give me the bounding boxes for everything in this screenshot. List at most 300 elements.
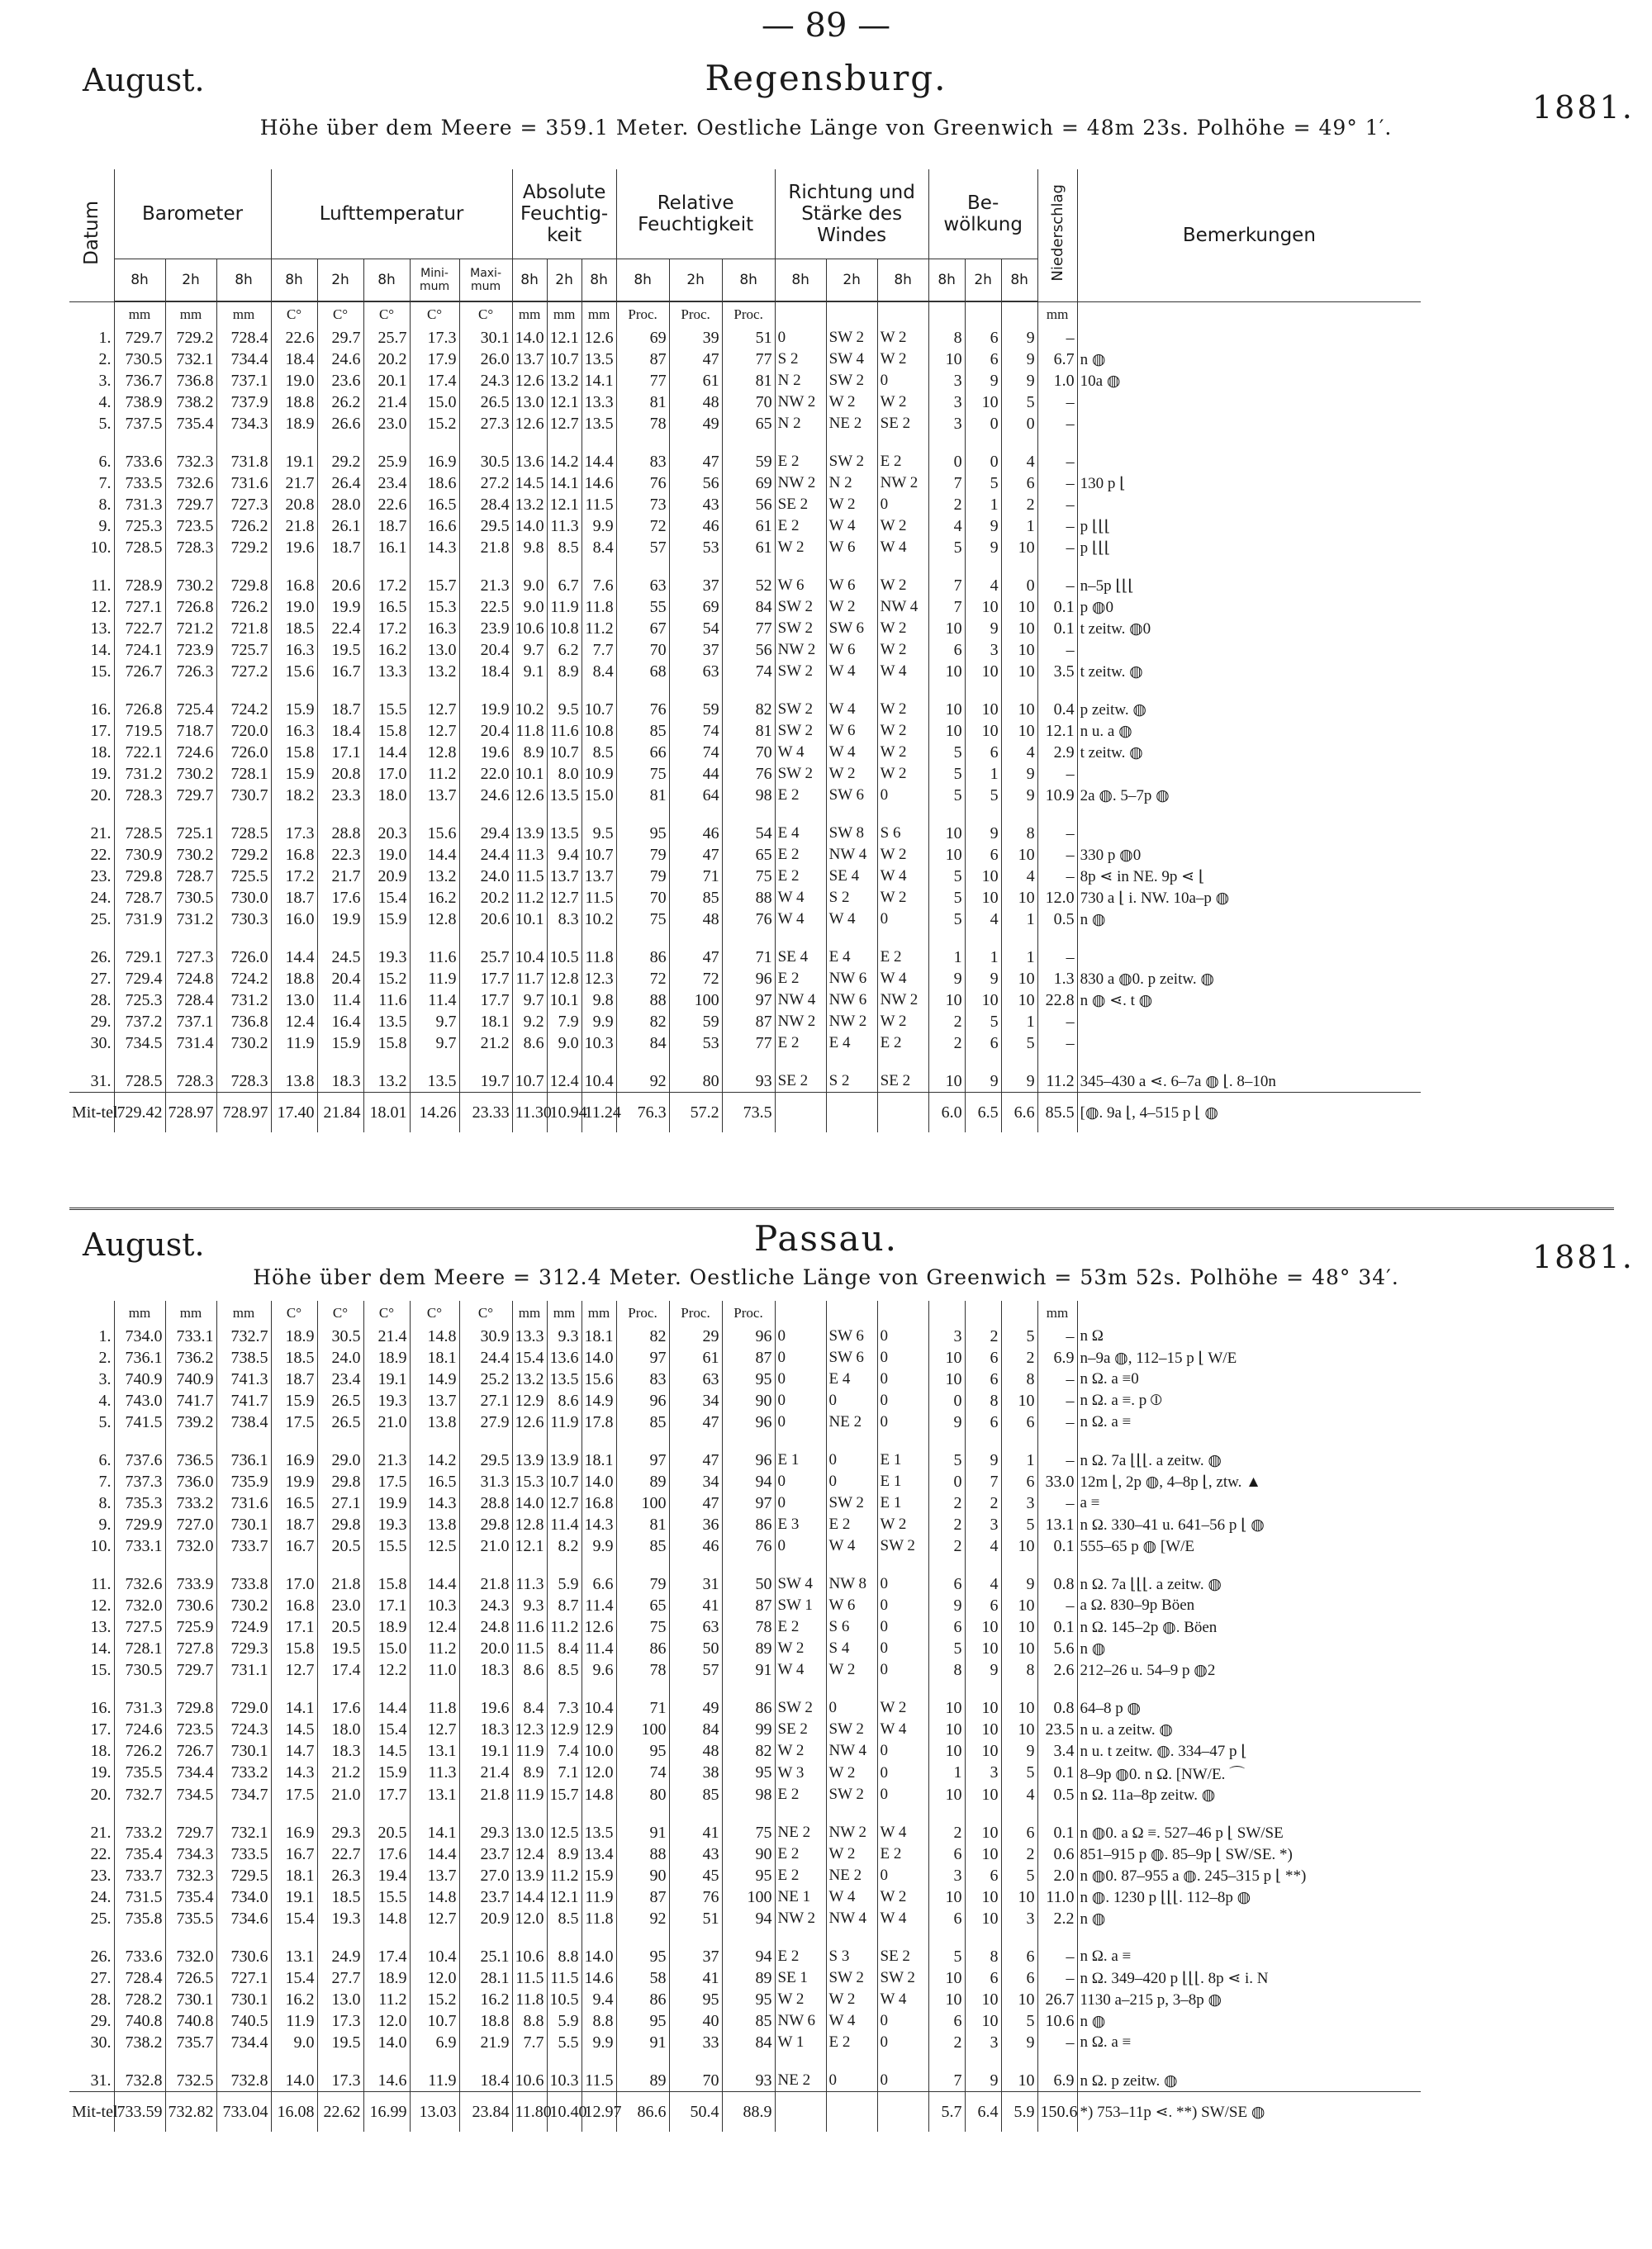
- cell-date: 4.: [98, 1391, 112, 1410]
- cell-t8: 17.1: [271, 1616, 317, 1638]
- mean-a8: 11.80: [512, 2092, 547, 2133]
- cell-a2: 7.1: [547, 1762, 582, 1784]
- cell-b8: 724.2: [216, 968, 271, 989]
- cell-t8: 20.5: [363, 1822, 410, 1843]
- cell-a8: 9.9: [582, 515, 616, 537]
- cell-b8: 736.8: [216, 1011, 271, 1032]
- cell-c2: 9: [965, 968, 1001, 989]
- cell-b8: 725.7: [216, 639, 271, 661]
- cell-c8: 6: [928, 639, 965, 661]
- cell-c2: 9: [965, 515, 1001, 537]
- cell-b8: 733.5: [114, 472, 165, 494]
- cell-b8: 735.3: [114, 1492, 165, 1514]
- cell-w8: W 4: [775, 1659, 826, 1681]
- cell-t2: 17.4: [317, 1659, 363, 1681]
- cell-date: 29.: [90, 1012, 112, 1031]
- cell-t8: 21.4: [363, 391, 410, 413]
- cell-tmin: 13.7: [410, 1865, 459, 1886]
- cell-r8: 98: [722, 1784, 775, 1805]
- cell-r8: 52: [722, 575, 775, 596]
- cell-r8: 61: [722, 515, 775, 537]
- cell-a8: 10.4: [582, 1070, 616, 1093]
- cell-rem: [1077, 494, 1421, 515]
- cell-a8: 13.6: [512, 451, 547, 472]
- cell-c2: 6: [965, 1865, 1001, 1886]
- cell-rem: n Ω. a ≡0: [1077, 1369, 1421, 1390]
- cell-c2: 6: [965, 844, 1001, 866]
- cell-tmax: 21.8: [459, 537, 512, 558]
- station-2-month: August.: [83, 1227, 205, 1263]
- cell-w8: S 2: [775, 349, 826, 370]
- cell-prec: 1.3: [1037, 968, 1077, 989]
- cell-prec: 2.6: [1037, 1659, 1077, 1681]
- cell-b8: 734.3: [216, 413, 271, 434]
- cell-b8: 728.1: [114, 1638, 165, 1659]
- cell-t2: 29.2: [317, 451, 363, 472]
- cell-r8: 73: [616, 494, 669, 515]
- cell-a2: 8.7: [547, 1595, 582, 1616]
- cell-date: 16.: [90, 700, 112, 719]
- cell-w8: SW 2: [877, 1535, 928, 1557]
- cell-w8: SE 2: [775, 494, 826, 515]
- cell-w8: W 2: [877, 720, 928, 742]
- cell-c2: 10: [965, 1822, 1001, 1843]
- table-row: [69, 844, 1421, 866]
- cell-rem: p ⌊⌊⌊: [1077, 537, 1421, 558]
- cell-a8: 13.9: [512, 1450, 547, 1471]
- cell-b8: 732.1: [216, 1822, 271, 1843]
- cell-t2: 18.4: [317, 720, 363, 742]
- cell-w8: 0: [877, 494, 928, 515]
- cell-tmin: 13.2: [410, 866, 459, 887]
- cell-rem: [1077, 639, 1421, 661]
- cell-t8: 19.4: [363, 1865, 410, 1886]
- cell-b2: 730.5: [165, 887, 216, 909]
- unit-cell: [826, 1301, 877, 1326]
- cell-prec: –: [1037, 763, 1077, 785]
- cell-t8: 19.1: [363, 1369, 410, 1390]
- cell-r2: 70: [669, 2070, 722, 2092]
- cell-a8: 10.6: [512, 1946, 547, 1967]
- cell-a8: 9.6: [582, 1659, 616, 1681]
- cell-a2: 9.3: [547, 1326, 582, 1347]
- cell-r2: 47: [669, 947, 722, 968]
- cell-c8: 0: [928, 1471, 965, 1492]
- cell-b8: 724.6: [114, 1719, 165, 1740]
- cell-c8: 10: [1001, 844, 1037, 866]
- table-row: [69, 1908, 1421, 1929]
- cell-date: 1.: [98, 1326, 112, 1345]
- cell-a8: 10.0: [582, 1740, 616, 1762]
- cell-tmax: 24.3: [459, 1595, 512, 1616]
- cell-w8: W 1: [775, 2032, 826, 2053]
- cell-w8: W 4: [877, 661, 928, 682]
- cell-prec: 33.0: [1037, 1471, 1077, 1492]
- cell-a2: 5.9: [547, 1573, 582, 1595]
- cell-w8: SW 1: [775, 1595, 826, 1616]
- cell-a8: 8.9: [512, 742, 547, 763]
- mean-t2: 22.62: [317, 2092, 363, 2133]
- table-row: [69, 1659, 1421, 1681]
- cell-b8: 732.7: [114, 1784, 165, 1805]
- cell-r2: 49: [669, 1697, 722, 1719]
- cell-a2: 10.5: [547, 1989, 582, 2010]
- header-sub-h2: 2h: [547, 259, 582, 302]
- cell-b8: 737.3: [114, 1471, 165, 1492]
- mean-a2: 10.94: [547, 1093, 582, 1133]
- row-gap: [69, 1433, 1421, 1450]
- cell-rem: n ◍: [1077, 1908, 1421, 1929]
- cell-r8: 89: [722, 1638, 775, 1659]
- table-row: [69, 1347, 1421, 1369]
- cell-w8: SE 1: [775, 1967, 826, 1989]
- cell-b8: 729.8: [216, 575, 271, 596]
- cell-b8: 731.9: [114, 909, 165, 930]
- cell-r8: 89: [722, 1967, 775, 1989]
- cell-r8: 74: [616, 1762, 669, 1784]
- cell-c2: 2: [965, 1326, 1001, 1347]
- cell-r2: 40: [669, 2010, 722, 2032]
- cell-r8: 83: [616, 1369, 669, 1390]
- cell-b8: 730.6: [216, 1946, 271, 1967]
- cell-prec: 0.1: [1037, 618, 1077, 639]
- row-gap: [69, 434, 1421, 451]
- table-row: [69, 1740, 1421, 1762]
- cell-tmin: 17.9: [410, 349, 459, 370]
- cell-a8: 14.1: [582, 370, 616, 391]
- unit-cell: mm: [512, 1301, 547, 1326]
- cell-a8: 12.6: [512, 370, 547, 391]
- unit-cell: [1077, 301, 1421, 327]
- cell-tmin: 13.8: [410, 1514, 459, 1535]
- cell-prec: 26.7: [1037, 1989, 1077, 2010]
- cell-tmax: 17.7: [459, 968, 512, 989]
- cell-b8: 738.4: [216, 1412, 271, 1433]
- table-row: [69, 618, 1421, 639]
- cell-prec: –: [1037, 866, 1077, 887]
- cell-b8: 729.1: [114, 947, 165, 968]
- cell-b8: 724.3: [216, 1719, 271, 1740]
- cell-t8: 18.7: [271, 887, 317, 909]
- cell-c8: 9: [1001, 1740, 1037, 1762]
- cell-c2: 0: [965, 413, 1001, 434]
- cell-r8: 72: [616, 515, 669, 537]
- cell-a2: 12.5: [547, 1822, 582, 1843]
- cell-w8: 0: [775, 1535, 826, 1557]
- cell-c2: 6: [965, 1032, 1001, 1054]
- cell-prec: 3.5: [1037, 661, 1077, 682]
- mean-r8: 88.9: [722, 2092, 775, 2133]
- cell-r8: 75: [616, 763, 669, 785]
- unit-cell: [826, 301, 877, 327]
- table-row: [69, 1638, 1421, 1659]
- cell-a2: 8.9: [547, 1843, 582, 1865]
- cell-c8: 5: [928, 1946, 965, 1967]
- cell-b8: 737.5: [114, 413, 165, 434]
- cell-b8: 730.0: [216, 887, 271, 909]
- cell-r8: 79: [616, 844, 669, 866]
- cell-w8: W 4: [775, 742, 826, 763]
- cell-r2: 54: [669, 618, 722, 639]
- cell-t8: 14.5: [271, 1719, 317, 1740]
- cell-c2: 5: [965, 1011, 1001, 1032]
- cell-c8: 10: [928, 1369, 965, 1390]
- cell-c8: 10: [1001, 1535, 1037, 1557]
- cell-a8: 10.8: [582, 720, 616, 742]
- header-niederschlag-label: Niederschlag: [1048, 183, 1066, 282]
- cell-b8: 724.9: [216, 1616, 271, 1638]
- cell-t2: 26.6: [317, 413, 363, 434]
- cell-w8: 0: [877, 1369, 928, 1390]
- cell-t8: 17.5: [271, 1412, 317, 1433]
- cell-b2: 725.4: [165, 699, 216, 720]
- cell-r2: 43: [669, 1843, 722, 1865]
- cell-r8: 81: [616, 391, 669, 413]
- cell-a8: 11.5: [582, 887, 616, 909]
- cell-r8: 87: [722, 1595, 775, 1616]
- cell-prec: –: [1037, 537, 1077, 558]
- table-row: [69, 1369, 1421, 1390]
- cell-a8: 14.0: [512, 515, 547, 537]
- cell-c8: 9: [1001, 763, 1037, 785]
- cell-date: 9.: [98, 1515, 112, 1534]
- cell-r8: 78: [616, 1659, 669, 1681]
- cell-t8: 17.1: [363, 1595, 410, 1616]
- cell-t8: 16.2: [271, 1989, 317, 2010]
- cell-tmin: 14.2: [410, 1450, 459, 1471]
- cell-rem: [1077, 413, 1421, 434]
- cell-t8: 15.5: [363, 1535, 410, 1557]
- cell-a8: 8.4: [582, 661, 616, 682]
- cell-a8: 11.9: [512, 1784, 547, 1805]
- cell-b2: 729.8: [165, 1697, 216, 1719]
- row-gap: [69, 1805, 1421, 1822]
- cell-t8: 25.7: [363, 327, 410, 349]
- cell-r2: 45: [669, 1865, 722, 1886]
- cell-t8: 16.7: [271, 1535, 317, 1557]
- cell-w8: NE 2: [775, 1822, 826, 1843]
- cell-tmin: 11.4: [410, 989, 459, 1011]
- cell-c8: 5: [928, 763, 965, 785]
- cell-b2: 733.9: [165, 1573, 216, 1595]
- cell-b2: 727.8: [165, 1638, 216, 1659]
- cell-tmax: 24.6: [459, 785, 512, 806]
- cell-w8: SE 2: [877, 1070, 928, 1093]
- cell-w2: E 4: [826, 1032, 877, 1054]
- cell-tmin: 16.6: [410, 515, 459, 537]
- cell-r8: 56: [722, 639, 775, 661]
- cell-a8: 13.4: [582, 1843, 616, 1865]
- cell-c8: 5: [1001, 1326, 1037, 1347]
- station-1-title: Regensburg.: [705, 58, 947, 98]
- cell-t2: 19.9: [317, 909, 363, 930]
- cell-c8: 7: [928, 472, 965, 494]
- cell-w8: 0: [775, 1347, 826, 1369]
- cell-w8: E 4: [775, 823, 826, 844]
- cell-date: 15.: [90, 662, 112, 681]
- cell-b8: 737.1: [216, 370, 271, 391]
- cell-a8: 13.5: [582, 413, 616, 434]
- cell-w8: W 2: [877, 763, 928, 785]
- cell-b2: 732.3: [165, 1865, 216, 1886]
- cell-prec: –: [1037, 1326, 1077, 1347]
- cell-w2: E 2: [826, 2032, 877, 2053]
- cell-prec: –: [1037, 1412, 1077, 1433]
- cell-b8: 730.2: [216, 1595, 271, 1616]
- cell-t8: 17.5: [271, 1784, 317, 1805]
- cell-t8: 16.7: [271, 1843, 317, 1865]
- cell-w2: W 4: [826, 2010, 877, 2032]
- cell-c8: 6: [1001, 1412, 1037, 1433]
- cell-tmin: 12.4: [410, 1616, 459, 1638]
- table-row: [69, 1573, 1421, 1595]
- cell-tmax: 31.3: [459, 1471, 512, 1492]
- cell-tmax: 24.4: [459, 1347, 512, 1369]
- cell-w8: W 2: [877, 1697, 928, 1719]
- cell-r8: 76: [616, 699, 669, 720]
- cell-t2: 29.8: [317, 1514, 363, 1535]
- table-row: [69, 699, 1421, 720]
- cell-r2: 100: [669, 989, 722, 1011]
- table-row: [69, 2070, 1421, 2092]
- cell-a8: 12.3: [582, 968, 616, 989]
- cell-date: 31.: [90, 1071, 112, 1090]
- cell-c2: 10: [965, 661, 1001, 682]
- cell-b8: 733.8: [216, 1573, 271, 1595]
- cell-w8: NW 2: [877, 472, 928, 494]
- cell-prec: –: [1037, 494, 1077, 515]
- cell-b2: 733.2: [165, 1492, 216, 1514]
- cell-tmax: 22.0: [459, 763, 512, 785]
- cell-c8: 0: [928, 451, 965, 472]
- cell-a2: 8.6: [547, 1390, 582, 1412]
- cell-t8: 15.9: [271, 1390, 317, 1412]
- cell-t8: 17.0: [363, 763, 410, 785]
- cell-r2: 64: [669, 785, 722, 806]
- cell-tmin: 14.4: [410, 1843, 459, 1865]
- cell-b8: 725.3: [114, 989, 165, 1011]
- cell-rem: 330 p ◍0: [1077, 844, 1421, 866]
- cell-w8: W 4: [877, 537, 928, 558]
- row-gap: [69, 930, 1421, 947]
- cell-r8: 79: [616, 866, 669, 887]
- cell-t2: 26.5: [317, 1412, 363, 1433]
- cell-w8: W 3: [775, 1762, 826, 1784]
- cell-c2: 5: [965, 472, 1001, 494]
- cell-t2: 23.6: [317, 370, 363, 391]
- cell-t8: 16.9: [271, 1450, 317, 1471]
- cell-b2: 732.5: [165, 2070, 216, 2092]
- cell-t2: 19.5: [317, 2032, 363, 2053]
- cell-t2: 20.5: [317, 1616, 363, 1638]
- cell-b8: 721.8: [216, 618, 271, 639]
- mean-t8: 18.01: [363, 1093, 410, 1133]
- mean-b8: 728.97: [216, 1093, 271, 1133]
- cell-tmax: 24.4: [459, 844, 512, 866]
- cell-b8: 726.0: [216, 742, 271, 763]
- cell-rem: n u. a zeitw. ◍: [1077, 1719, 1421, 1740]
- cell-prec: 2.2: [1037, 1908, 1077, 1929]
- cell-tmax: 21.4: [459, 1762, 512, 1784]
- cell-tmax: 26.0: [459, 349, 512, 370]
- cell-r8: 92: [616, 1070, 669, 1093]
- cell-r2: 48: [669, 391, 722, 413]
- cell-a8: 13.9: [512, 1865, 547, 1886]
- cell-prec: 0.1: [1037, 1822, 1077, 1843]
- cell-b2: 740.9: [165, 1369, 216, 1390]
- cell-r2: 29: [669, 1326, 722, 1347]
- cell-r8: 81: [722, 720, 775, 742]
- cell-c2: 6: [965, 1412, 1001, 1433]
- cell-a2: 8.2: [547, 1535, 582, 1557]
- cell-r2: 36: [669, 1514, 722, 1535]
- table-row: [69, 1535, 1421, 1557]
- cell-r8: 70: [722, 391, 775, 413]
- table-row: [69, 1070, 1421, 1093]
- station-2-meta: Höhe über dem Meere = 312.4 Meter. Oestliche Länge von Greenwich = 53m 52s. Polhöhe = 48° 34′.: [253, 1265, 1399, 1289]
- cell-b8: 732.6: [114, 1573, 165, 1595]
- cell-a8: 10.4: [582, 1697, 616, 1719]
- cell-t8: 18.5: [271, 1347, 317, 1369]
- cell-a8: 10.1: [512, 763, 547, 785]
- table-row: [69, 370, 1421, 391]
- cell-b2: 729.2: [165, 327, 216, 349]
- cell-w8: W 2: [877, 515, 928, 537]
- cell-date: 10.: [90, 538, 112, 557]
- cell-b8: 728.9: [114, 575, 165, 596]
- cell-w8: 0: [877, 1740, 928, 1762]
- cell-w8: W 2: [877, 327, 928, 349]
- cell-a8: 7.7: [512, 2032, 547, 2053]
- cell-b2: 726.5: [165, 1967, 216, 1989]
- cell-w8: W 2: [877, 1514, 928, 1535]
- cell-r2: 46: [669, 515, 722, 537]
- cell-t2: 18.3: [317, 1740, 363, 1762]
- cell-c2: 1: [965, 763, 1001, 785]
- cell-r2: 37: [669, 575, 722, 596]
- cell-a8: 11.5: [582, 494, 616, 515]
- cell-r2: 46: [669, 1535, 722, 1557]
- cell-c8: 6: [1001, 472, 1037, 494]
- cell-b8: 730.7: [216, 785, 271, 806]
- cell-rem: n Ω. a ≡: [1077, 1412, 1421, 1433]
- cell-prec: 5.6: [1037, 1638, 1077, 1659]
- cell-rem: n–5p ⌊⌊⌊: [1077, 575, 1421, 596]
- table-row: [69, 327, 1421, 349]
- cell-t8: 15.9: [271, 699, 317, 720]
- cell-a2: 12.9: [547, 1719, 582, 1740]
- mean-w8: [877, 2092, 928, 2133]
- cell-c8: 2: [1001, 1347, 1037, 1369]
- cell-t2: 22.4: [317, 618, 363, 639]
- cell-c2: 10: [965, 1886, 1001, 1908]
- cell-b8: 734.0: [216, 1886, 271, 1908]
- cell-t8: 16.3: [271, 720, 317, 742]
- cell-a8: 13.0: [512, 391, 547, 413]
- cell-a8: 7.7: [582, 639, 616, 661]
- cell-c2: 10: [965, 2010, 1001, 2032]
- cell-a8: 14.0: [582, 1471, 616, 1492]
- cell-a2: 15.7: [547, 1784, 582, 1805]
- cell-r8: 77: [722, 618, 775, 639]
- table-row: [69, 1390, 1421, 1412]
- cell-prec: –: [1037, 1450, 1077, 1471]
- cell-w8: W 2: [775, 1638, 826, 1659]
- table-row: [69, 1784, 1421, 1805]
- cell-r2: 47: [669, 451, 722, 472]
- cell-c8: 2: [928, 1011, 965, 1032]
- cell-tmin: 15.2: [410, 413, 459, 434]
